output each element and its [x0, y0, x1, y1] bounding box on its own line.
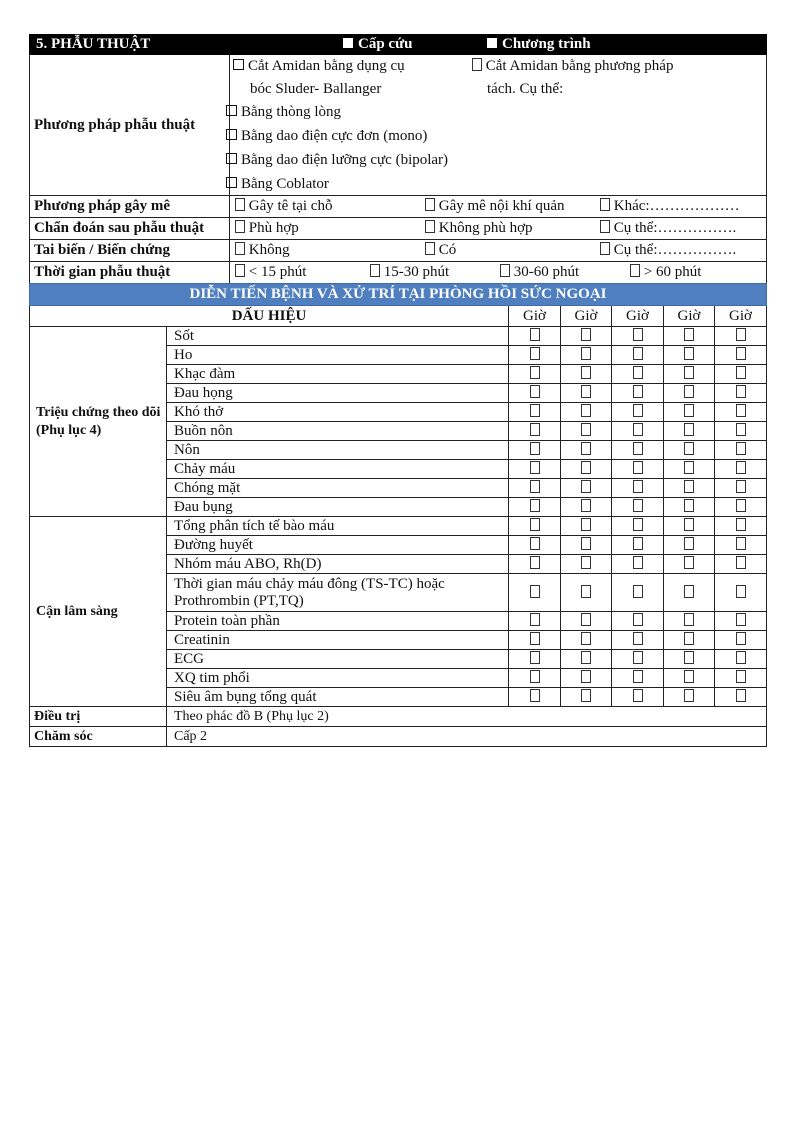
hour-check-cell[interactable]: [715, 536, 767, 555]
hour-check-cell[interactable]: [561, 536, 612, 555]
hour-check-cell[interactable]: [561, 384, 612, 403]
checkbox-icon: [370, 264, 380, 277]
symptoms-group-label: Triệu chứng theo dõi (Phụ lục 4): [30, 327, 167, 517]
hour-check-cell[interactable]: [561, 612, 612, 631]
hour-check-cell[interactable]: [664, 612, 715, 631]
hour-check-cell[interactable]: [715, 688, 767, 707]
anesthesia-label: Phương pháp gây mê: [30, 196, 230, 218]
hour-check-cell[interactable]: [509, 365, 561, 384]
checkbox-icon: [235, 242, 245, 255]
checkbox-icon: [530, 442, 540, 455]
hour-check-cell[interactable]: [612, 441, 664, 460]
anesthesia-other[interactable]: Khác:………………: [600, 197, 740, 216]
symptoms-body: [30, 327, 767, 517]
hour-check-cell[interactable]: [509, 612, 561, 631]
hour-check-cell[interactable]: [509, 574, 561, 612]
hour-check-cell[interactable]: [715, 631, 767, 650]
checkbox-icon: [736, 537, 746, 550]
hour-check-cell[interactable]: [612, 612, 664, 631]
checkbox-icon: [581, 328, 591, 341]
sign-name: Đường huyết: [167, 536, 509, 555]
checkbox-icon: [500, 264, 510, 277]
hour-check-cell[interactable]: [664, 669, 715, 688]
checkbox-icon: [581, 585, 591, 598]
recovery-band-title: DIỄN TIẾN BỆNH VÀ XỬ TRÍ TẠI PHÒNG HỒI SỨC NGOẠI: [30, 284, 767, 306]
checkbox-icon: [530, 366, 540, 379]
checkbox-icon: [736, 613, 746, 626]
checkbox-icon: [233, 59, 244, 70]
hour-check-cell[interactable]: [509, 460, 561, 479]
checkbox-icon: [633, 613, 643, 626]
sign-name: ECG: [167, 650, 509, 669]
hour-check-cell[interactable]: [612, 327, 664, 346]
hour-check-cell[interactable]: [664, 403, 715, 422]
checkbox-icon: [684, 518, 694, 531]
hour-check-cell[interactable]: [715, 422, 767, 441]
emergency-option[interactable]: Cấp cứu: [343, 35, 412, 54]
checkbox-icon: [530, 537, 540, 550]
checkbox-icon: [425, 242, 435, 255]
treatment-label: Điều trị: [30, 707, 167, 727]
hour-check-cell[interactable]: [509, 650, 561, 669]
sign-name: Đau họng: [167, 384, 509, 403]
hour-check-cell[interactable]: [561, 346, 612, 365]
checkbox-icon: [633, 537, 643, 550]
recovery-table: [29, 283, 767, 747]
duration-30-60[interactable]: 30-60 phút: [500, 263, 579, 282]
section-title: 5. PHẪU THUẬT: [36, 36, 151, 52]
hour-check-cell[interactable]: [664, 460, 715, 479]
duration-15-30[interactable]: 15-30 phút: [370, 263, 449, 282]
checkbox-icon: [581, 613, 591, 626]
checkbox-icon: [530, 613, 540, 626]
checkbox-icon: [530, 347, 540, 360]
hour-check-cell[interactable]: [509, 403, 561, 422]
sign-name: Thời gian máu chảy máu đông (TS-TC) hoặc Prothrombin (PT,TQ): [167, 574, 509, 612]
surgery-method-row: [30, 55, 767, 196]
checkbox-icon: [226, 129, 237, 140]
checkbox-icon: [684, 585, 694, 598]
checkbox-icon: [530, 461, 540, 474]
sign-name: Nôn: [167, 441, 509, 460]
checkbox-icon: [684, 632, 694, 645]
surgery-form: [29, 34, 766, 747]
hour-check-cell[interactable]: [664, 327, 715, 346]
checkbox-icon: [581, 537, 591, 550]
checkbox-icon: [633, 556, 643, 569]
hour-check-cell[interactable]: [664, 631, 715, 650]
diagnosis-match[interactable]: Phù hợp: [235, 219, 299, 238]
sign-name: Khạc đàm: [167, 365, 509, 384]
checkbox-icon: [633, 585, 643, 598]
checkbox-icon: [226, 177, 237, 188]
checkbox-icon: [684, 537, 694, 550]
surgery-table: [29, 34, 767, 284]
checkbox-icon: [736, 442, 746, 455]
hour-check-cell[interactable]: [664, 365, 715, 384]
sign-name: Ho: [167, 346, 509, 365]
hour-header: Giờ: [715, 306, 767, 327]
complication-label: Tai biến / Biến chứng: [30, 240, 230, 262]
hour-check-cell[interactable]: [715, 327, 767, 346]
checkbox-icon: [684, 689, 694, 702]
hour-check-cell[interactable]: [509, 498, 561, 517]
method-snare[interactable]: Bằng thòng lòng: [226, 103, 341, 122]
checkbox-icon: [581, 442, 591, 455]
hour-check-cell[interactable]: [664, 479, 715, 498]
checkbox-icon: [235, 264, 245, 277]
sign-name: Creatinin: [167, 631, 509, 650]
hour-check-cell[interactable]: [612, 631, 664, 650]
anesthesia-row: [30, 196, 767, 218]
checkbox-icon: [581, 480, 591, 493]
anesthesia-local[interactable]: Gây tê tại chỗ: [235, 197, 332, 216]
complication-no[interactable]: Không: [235, 241, 290, 260]
checkbox-icon: [630, 264, 640, 277]
hour-check-cell[interactable]: [561, 688, 612, 707]
method-sluder[interactable]: Cắt Amidan bằng dụng cụ: [233, 57, 405, 76]
hour-check-cell[interactable]: [612, 688, 664, 707]
checkbox-icon: [633, 347, 643, 360]
diagnosis-row: [30, 218, 767, 240]
hour-check-cell[interactable]: [715, 650, 767, 669]
hour-check-cell[interactable]: [612, 403, 664, 422]
sign-name: XQ tim phổi: [167, 669, 509, 688]
diagnosis-detail[interactable]: Cụ thể:…………….: [600, 219, 736, 238]
checkbox-icon: [581, 556, 591, 569]
checkbox-icon: [684, 347, 694, 360]
hour-check-cell[interactable]: [664, 688, 715, 707]
method-sluder-line2: bóc Sluder- Ballanger: [250, 81, 382, 97]
method-mono[interactable]: Bằng dao điện cực đơn (mono): [226, 127, 427, 146]
checkbox-icon: [736, 385, 746, 398]
hour-check-cell[interactable]: [664, 346, 715, 365]
duration-gt60[interactable]: > 60 phút: [630, 263, 701, 282]
hour-check-cell[interactable]: [664, 555, 715, 574]
checkbox-icon: [736, 585, 746, 598]
complication-yes[interactable]: Có: [425, 241, 456, 260]
hour-check-cell[interactable]: [509, 479, 561, 498]
checkbox-icon: [684, 423, 694, 436]
hour-check-cell[interactable]: [561, 403, 612, 422]
hour-check-cell[interactable]: [561, 669, 612, 688]
hour-check-cell[interactable]: [509, 346, 561, 365]
checkbox-icon: [633, 689, 643, 702]
checkbox-icon: [633, 404, 643, 417]
checkbox-icon: [736, 328, 746, 341]
checkbox-icon: [235, 198, 245, 211]
care-value: Cấp 2: [167, 727, 767, 747]
labs-body: [30, 517, 767, 707]
checkbox-icon: [736, 461, 746, 474]
checkbox-icon: [736, 404, 746, 417]
checkbox-icon: [581, 632, 591, 645]
filled-square-icon: [487, 38, 497, 48]
checkbox-icon: [530, 585, 540, 598]
surgery-method-label: Phương pháp phẫu thuật: [30, 55, 230, 196]
method-dissection[interactable]: Cắt Amidan bằng phương pháp: [472, 57, 673, 76]
checkbox-icon: [530, 518, 540, 531]
checkbox-icon: [600, 220, 610, 233]
checkbox-icon: [684, 385, 694, 398]
checkbox-icon: [736, 651, 746, 664]
hour-check-cell[interactable]: [664, 384, 715, 403]
checkbox-icon: [530, 556, 540, 569]
signs-header-row: [30, 306, 767, 327]
recovery-band: [30, 284, 767, 306]
labs-group-label: Cận lâm sàng: [30, 517, 167, 707]
checkbox-icon: [633, 442, 643, 455]
checkbox-icon: [736, 670, 746, 683]
checkbox-icon: [633, 423, 643, 436]
hour-check-cell[interactable]: [612, 536, 664, 555]
method-dissection-line2: tách. Cụ thể:: [487, 81, 564, 97]
diagnosis-mismatch[interactable]: Không phù hợp: [425, 219, 533, 238]
sign-name: Buồn nôn: [167, 422, 509, 441]
hour-check-cell[interactable]: [715, 555, 767, 574]
checkbox-icon: [581, 670, 591, 683]
hour-check-cell[interactable]: [561, 365, 612, 384]
checkbox-icon: [736, 423, 746, 436]
filled-square-icon: [343, 38, 353, 48]
checkbox-icon: [684, 556, 694, 569]
checkbox-icon: [425, 198, 435, 211]
checkbox-icon: [684, 328, 694, 341]
hour-check-cell[interactable]: [715, 669, 767, 688]
hour-check-cell[interactable]: [664, 536, 715, 555]
hour-check-cell[interactable]: [561, 574, 612, 612]
sign-name: Chóng mặt: [167, 479, 509, 498]
hour-check-cell[interactable]: [715, 574, 767, 612]
checkbox-icon: [684, 480, 694, 493]
hour-check-cell[interactable]: [612, 555, 664, 574]
hour-check-cell[interactable]: [561, 327, 612, 346]
checkbox-icon: [235, 220, 245, 233]
hour-check-cell[interactable]: [715, 441, 767, 460]
sign-name: Sốt: [167, 327, 509, 346]
hour-check-cell[interactable]: [509, 422, 561, 441]
hour-check-cell[interactable]: [715, 460, 767, 479]
checkbox-icon: [633, 461, 643, 474]
checkbox-icon: [633, 385, 643, 398]
care-row: [30, 727, 767, 747]
hour-check-cell[interactable]: [612, 384, 664, 403]
checkbox-icon: [581, 347, 591, 360]
checkbox-icon: [600, 242, 610, 255]
checkbox-icon: [736, 518, 746, 531]
treatment-row: [30, 707, 767, 727]
hour-check-cell[interactable]: [612, 498, 664, 517]
hour-check-cell[interactable]: [715, 498, 767, 517]
checkbox-icon: [684, 404, 694, 417]
checkbox-icon: [684, 670, 694, 683]
checkbox-icon: [736, 556, 746, 569]
checkbox-icon: [684, 613, 694, 626]
checkbox-icon: [633, 328, 643, 341]
hour-check-cell[interactable]: [509, 517, 561, 536]
hour-check-cell[interactable]: [664, 517, 715, 536]
sign-name: Khó thở: [167, 403, 509, 422]
hour-check-cell[interactable]: [664, 441, 715, 460]
duration-label: Thời gian phẫu thuật: [30, 262, 230, 284]
hour-check-cell[interactable]: [612, 346, 664, 365]
checkbox-icon: [736, 499, 746, 512]
checkbox-icon: [736, 480, 746, 493]
hour-check-cell[interactable]: [715, 517, 767, 536]
sign-name: Chảy máu: [167, 460, 509, 479]
hour-check-cell[interactable]: [612, 479, 664, 498]
hour-check-cell[interactable]: [509, 631, 561, 650]
checkbox-icon: [600, 198, 610, 211]
checkbox-icon: [530, 404, 540, 417]
complication-row: [30, 240, 767, 262]
hour-header: Giờ: [561, 306, 612, 327]
sign-name: Tổng phân tích tế bào máu: [167, 517, 509, 536]
sign-name: Đau bụng: [167, 498, 509, 517]
diagnosis-label: Chẩn đoán sau phẫu thuật: [30, 218, 230, 240]
hour-check-cell[interactable]: [509, 441, 561, 460]
checkbox-icon: [633, 480, 643, 493]
checkbox-icon: [530, 499, 540, 512]
checkbox-icon: [684, 442, 694, 455]
checkbox-icon: [530, 651, 540, 664]
hour-check-cell[interactable]: [509, 688, 561, 707]
checkbox-icon: [530, 480, 540, 493]
hour-check-cell[interactable]: [561, 555, 612, 574]
surgery-method-options: [230, 55, 767, 196]
section-header: [30, 35, 767, 55]
checkbox-icon: [581, 518, 591, 531]
hour-check-cell[interactable]: [509, 536, 561, 555]
hour-check-cell[interactable]: [612, 650, 664, 669]
sign-name: Siêu âm bụng tổng quát: [167, 688, 509, 707]
checkbox-icon: [226, 153, 237, 164]
hour-check-cell[interactable]: [612, 422, 664, 441]
checkbox-icon: [684, 461, 694, 474]
checkbox-icon: [684, 651, 694, 664]
hour-header: Giờ: [664, 306, 715, 327]
hour-header: Giờ: [612, 306, 664, 327]
hour-check-cell[interactable]: [561, 479, 612, 498]
checkbox-icon: [633, 518, 643, 531]
checkbox-icon: [581, 461, 591, 474]
checkbox-icon: [425, 220, 435, 233]
checkbox-icon: [581, 651, 591, 664]
checkbox-icon: [530, 670, 540, 683]
hour-check-cell[interactable]: [612, 574, 664, 612]
hour-check-cell[interactable]: [561, 441, 612, 460]
hour-check-cell[interactable]: [561, 650, 612, 669]
hour-check-cell[interactable]: [715, 612, 767, 631]
hour-check-cell[interactable]: [561, 498, 612, 517]
hour-check-cell[interactable]: [664, 650, 715, 669]
hour-check-cell[interactable]: [612, 365, 664, 384]
hour-check-cell[interactable]: [715, 346, 767, 365]
hour-check-cell[interactable]: [561, 517, 612, 536]
hour-check-cell[interactable]: [715, 479, 767, 498]
checkbox-icon: [581, 366, 591, 379]
hour-check-cell[interactable]: [715, 365, 767, 384]
hour-check-cell[interactable]: [664, 422, 715, 441]
method-coblator[interactable]: Bằng Coblator: [226, 175, 329, 194]
hour-check-cell[interactable]: [509, 669, 561, 688]
checkbox-icon: [530, 328, 540, 341]
hour-check-cell[interactable]: [509, 384, 561, 403]
checkbox-icon: [581, 423, 591, 436]
checkbox-icon: [736, 689, 746, 702]
care-label: Chăm sóc: [30, 727, 167, 747]
method-bipolar[interactable]: Bằng dao điện lưỡng cực (bipolar): [226, 151, 448, 170]
checkbox-icon: [633, 366, 643, 379]
hour-check-cell[interactable]: [561, 460, 612, 479]
hour-check-cell[interactable]: [561, 631, 612, 650]
checkbox-icon: [581, 689, 591, 702]
signs-header: DẤU HIỆU: [30, 306, 509, 327]
checkbox-icon: [633, 651, 643, 664]
checkbox-icon: [633, 670, 643, 683]
hour-header: Giờ: [509, 306, 561, 327]
hour-check-cell[interactable]: [509, 555, 561, 574]
duration-lt15[interactable]: < 15 phút: [235, 263, 306, 282]
checkbox-icon: [530, 385, 540, 398]
program-option[interactable]: Chương trình: [487, 35, 591, 54]
checkbox-icon: [472, 58, 482, 71]
hour-check-cell[interactable]: [715, 384, 767, 403]
hour-check-cell[interactable]: [561, 422, 612, 441]
hour-check-cell[interactable]: [612, 460, 664, 479]
checkbox-icon: [530, 689, 540, 702]
checkbox-icon: [581, 385, 591, 398]
checkbox-icon: [684, 366, 694, 379]
hour-check-cell[interactable]: [509, 327, 561, 346]
checkbox-icon: [581, 499, 591, 512]
hour-check-cell[interactable]: [664, 574, 715, 612]
hour-check-cell[interactable]: [612, 669, 664, 688]
checkbox-icon: [530, 632, 540, 645]
hour-check-cell[interactable]: [612, 517, 664, 536]
sign-name: Nhóm máu ABO, Rh(D): [167, 555, 509, 574]
checkbox-icon: [530, 423, 540, 436]
anesthesia-intubation[interactable]: Gây mê nội khí quản: [425, 197, 565, 216]
sign-row: [30, 517, 767, 536]
checkbox-icon: [736, 632, 746, 645]
checkbox-icon: [581, 404, 591, 417]
hour-check-cell[interactable]: [715, 403, 767, 422]
checkbox-icon: [633, 632, 643, 645]
sign-name: Protein toàn phần: [167, 612, 509, 631]
sign-row: [30, 327, 767, 346]
checkbox-icon: [226, 105, 237, 116]
duration-row: [30, 262, 767, 284]
hour-check-cell[interactable]: [664, 498, 715, 517]
checkbox-icon: [633, 499, 643, 512]
checkbox-icon: [684, 499, 694, 512]
checkbox-icon: [736, 366, 746, 379]
checkbox-icon: [736, 347, 746, 360]
treatment-value: Theo phác đồ B (Phụ lục 2): [167, 707, 767, 727]
complication-detail[interactable]: Cụ thể:…………….: [600, 241, 736, 260]
